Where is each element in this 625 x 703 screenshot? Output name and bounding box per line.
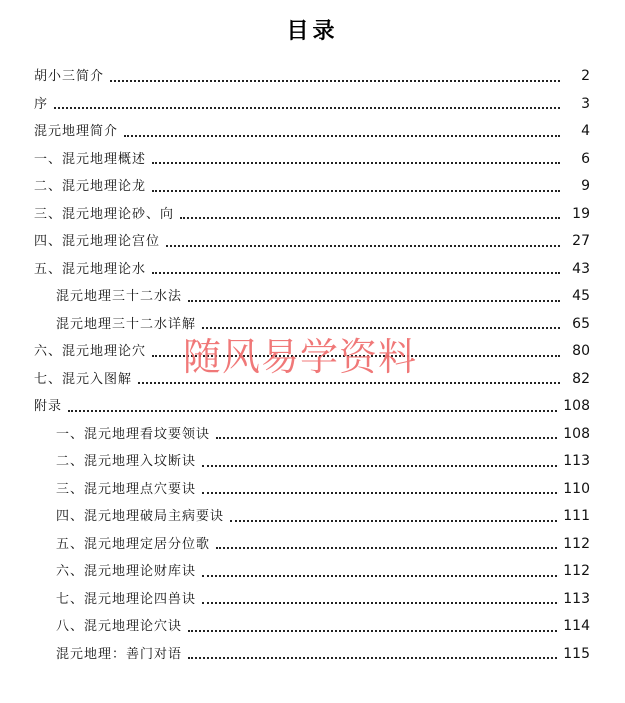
toc-entry-page-number: 114 (563, 618, 590, 634)
dot-leader (216, 547, 557, 549)
dot-leader (202, 327, 560, 329)
watermark: 随风易学资料 (183, 335, 418, 379)
dot-leader (230, 520, 557, 522)
toc-entry-page-number: 115 (563, 645, 590, 662)
dot-leader (216, 437, 557, 439)
toc-entry-page-number: 27 (572, 233, 590, 249)
toc-entry-label: 三、混元地理点穴要诀 (56, 481, 197, 497)
toc-entry-label: 五、混元地理定居分位歌 (56, 536, 211, 552)
toc-entry-page-number: 82 (572, 370, 590, 387)
dot-leader (166, 245, 560, 247)
dot-leader (188, 630, 557, 632)
dot-leader (188, 300, 560, 302)
toc-entry-label: 二、混元地理论龙 (34, 179, 147, 194)
toc-entry[interactable] (34, 561, 590, 589)
toc-entry-page-number: 45 (572, 288, 590, 304)
toc-entry-page-number: 19 (572, 205, 590, 222)
toc-entry-page-number: 3 (581, 95, 590, 112)
toc-entry-page-number: 113 (563, 453, 590, 469)
toc-entry-label: 三、混元地理论砂、向 (34, 206, 175, 222)
toc-entry-label: 四、混元地理论宫位 (34, 234, 161, 249)
toc-entry-label: 混元地理三十二水详解 (56, 316, 197, 332)
dot-leader (202, 602, 557, 604)
toc-entry-page-number: 6 (581, 150, 590, 167)
dot-leader (152, 162, 560, 164)
page-title: 目录 (286, 19, 339, 44)
toc-entry-label: 一、混元地理概述 (34, 151, 147, 167)
toc-entry-label: 二、混元地理入坟断诀 (56, 454, 197, 469)
toc-entry-label: 胡小三简介 (34, 69, 105, 84)
toc-entry[interactable] (34, 341, 590, 369)
toc-entry-label: 七、混元入图解 (34, 371, 133, 387)
toc-entry-page-number: 65 (572, 315, 590, 332)
toc-entry-label: 六、混元地理论穴 (34, 344, 147, 359)
toc-entry-page-number: 43 (572, 260, 590, 277)
toc-entry-label: 附录 (34, 399, 63, 414)
dot-leader (54, 107, 560, 109)
toc-entry-label: 四、混元地理破局主病要诀 (56, 509, 225, 524)
toc-entry-page-number: 9 (581, 178, 590, 194)
toc-entry[interactable] (34, 534, 590, 562)
toc-entry-page-number: 112 (563, 535, 590, 552)
dot-leader (124, 135, 560, 137)
toc-entry-page-number: 2 (581, 68, 590, 84)
toc-entry[interactable] (34, 286, 590, 314)
dot-leader (152, 272, 560, 274)
toc-entry-page-number: 108 (563, 398, 590, 414)
toc-entry-label: 五、混元地理论水 (34, 261, 147, 277)
toc-entry-page-number: 111 (563, 508, 590, 524)
dot-leader (188, 657, 557, 659)
toc-entry-label: 八、混元地理论穴诀 (56, 619, 183, 634)
toc-entry-page-number: 113 (563, 590, 590, 607)
toc-entry[interactable] (34, 149, 590, 177)
toc-entry[interactable] (34, 204, 590, 232)
toc-entry[interactable] (34, 589, 590, 617)
toc-entry-label: 七、混元地理论四兽诀 (56, 591, 197, 607)
toc-entry[interactable] (34, 644, 590, 672)
toc-entry-page-number: 80 (572, 343, 590, 359)
toc-entry-page-number: 4 (581, 123, 590, 139)
toc-entry[interactable] (34, 94, 590, 122)
toc-entry[interactable] (34, 259, 590, 287)
toc-entry[interactable] (34, 506, 590, 534)
toc-entry-label: 混元地理三十二水法 (56, 289, 183, 304)
toc-entry-page-number: 108 (563, 425, 590, 442)
dot-leader (202, 575, 557, 577)
dot-leader (152, 355, 560, 357)
toc-entry[interactable] (34, 314, 590, 342)
toc-entry[interactable] (34, 369, 590, 397)
dot-leader (202, 465, 557, 467)
toc-entry[interactable] (34, 176, 590, 204)
toc-entry-label: 混元地理简介 (34, 124, 119, 139)
dot-leader (110, 80, 560, 82)
dot-leader (152, 190, 560, 192)
toc-entry[interactable] (34, 121, 590, 149)
dot-leader (68, 410, 557, 412)
toc-entry-label: 六、混元地理论财库诀 (56, 564, 197, 579)
toc-entry[interactable] (34, 66, 590, 94)
toc-entry-page-number: 110 (563, 480, 590, 497)
dot-leader (138, 382, 560, 384)
toc-entry[interactable] (34, 451, 590, 479)
toc-entry-label: 序 (34, 96, 49, 112)
toc-entry[interactable] (34, 231, 590, 259)
toc-entry-page-number: 112 (563, 563, 590, 579)
toc-entry-label: 一、混元地理看坟要领诀 (56, 426, 211, 442)
dot-leader (180, 217, 560, 219)
table-of-contents (34, 66, 590, 671)
toc-entry[interactable] (34, 396, 590, 424)
dot-leader (202, 492, 557, 494)
toc-entry-label: 混元地理：善门对语 (56, 646, 183, 662)
toc-entry[interactable] (34, 479, 590, 507)
toc-entry[interactable] (34, 424, 590, 452)
toc-entry[interactable] (34, 616, 590, 644)
